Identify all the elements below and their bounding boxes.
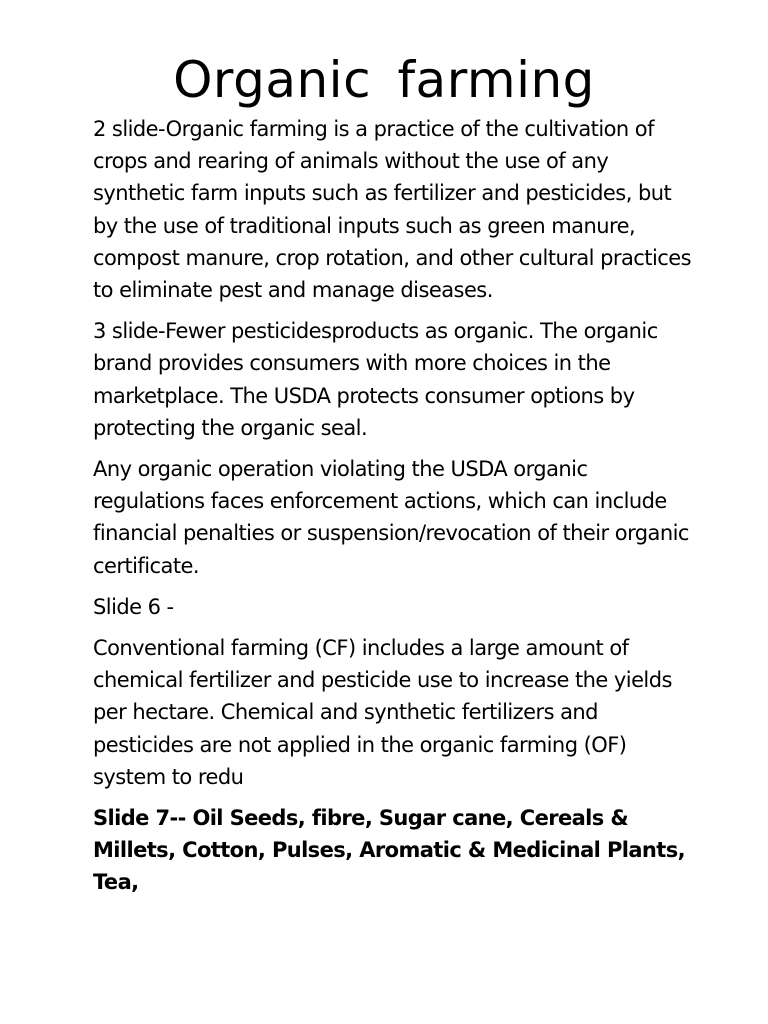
paragraph-slide-6-heading: Slide 6 -	[93, 594, 174, 619]
paragraph-slide-2: 2 slide-Organic farming is a practice of the cultivation of crops and rearing of animals without the use of any synthetic farm inputs such as fertilizer and pesticides, but by the use of traditional inputs such as green manure, compost manure, crop rotation, and other cultural practices to eliminate pest and manage diseases.	[93, 117, 691, 303]
paragraph-slide-7: Slide 7-- Oil Seeds, fibre, Sugar cane, Cereals & Millets, Cotton, Pulses, Aromatic & Medicinal Plants, Tea,	[93, 806, 685, 895]
page-title: Organic farming	[173, 51, 595, 109]
paragraph-slide-3: 3 slide-Fewer pesticidesproducts as organic. The organic brand provides consumers with more choices in the marketplace. The USDA protects consumer options by protecting the organic seal.	[93, 319, 658, 440]
paragraph-conventional-farming: Conventional farming (CF) includes a large amount of chemical fertilizer and pesticide use to increase the yields per hectare. Chemical and synthetic fertilizers and pesticides are not applied in the organic farming (OF) system to redu	[93, 636, 672, 789]
document-body	[93, 113, 693, 908]
paragraph-usda-enforcement: Any organic operation violating the USDA organic regulations faces enforcement actions, which can include financial penalties or suspension/revocation of their organic certificate.	[93, 457, 689, 578]
